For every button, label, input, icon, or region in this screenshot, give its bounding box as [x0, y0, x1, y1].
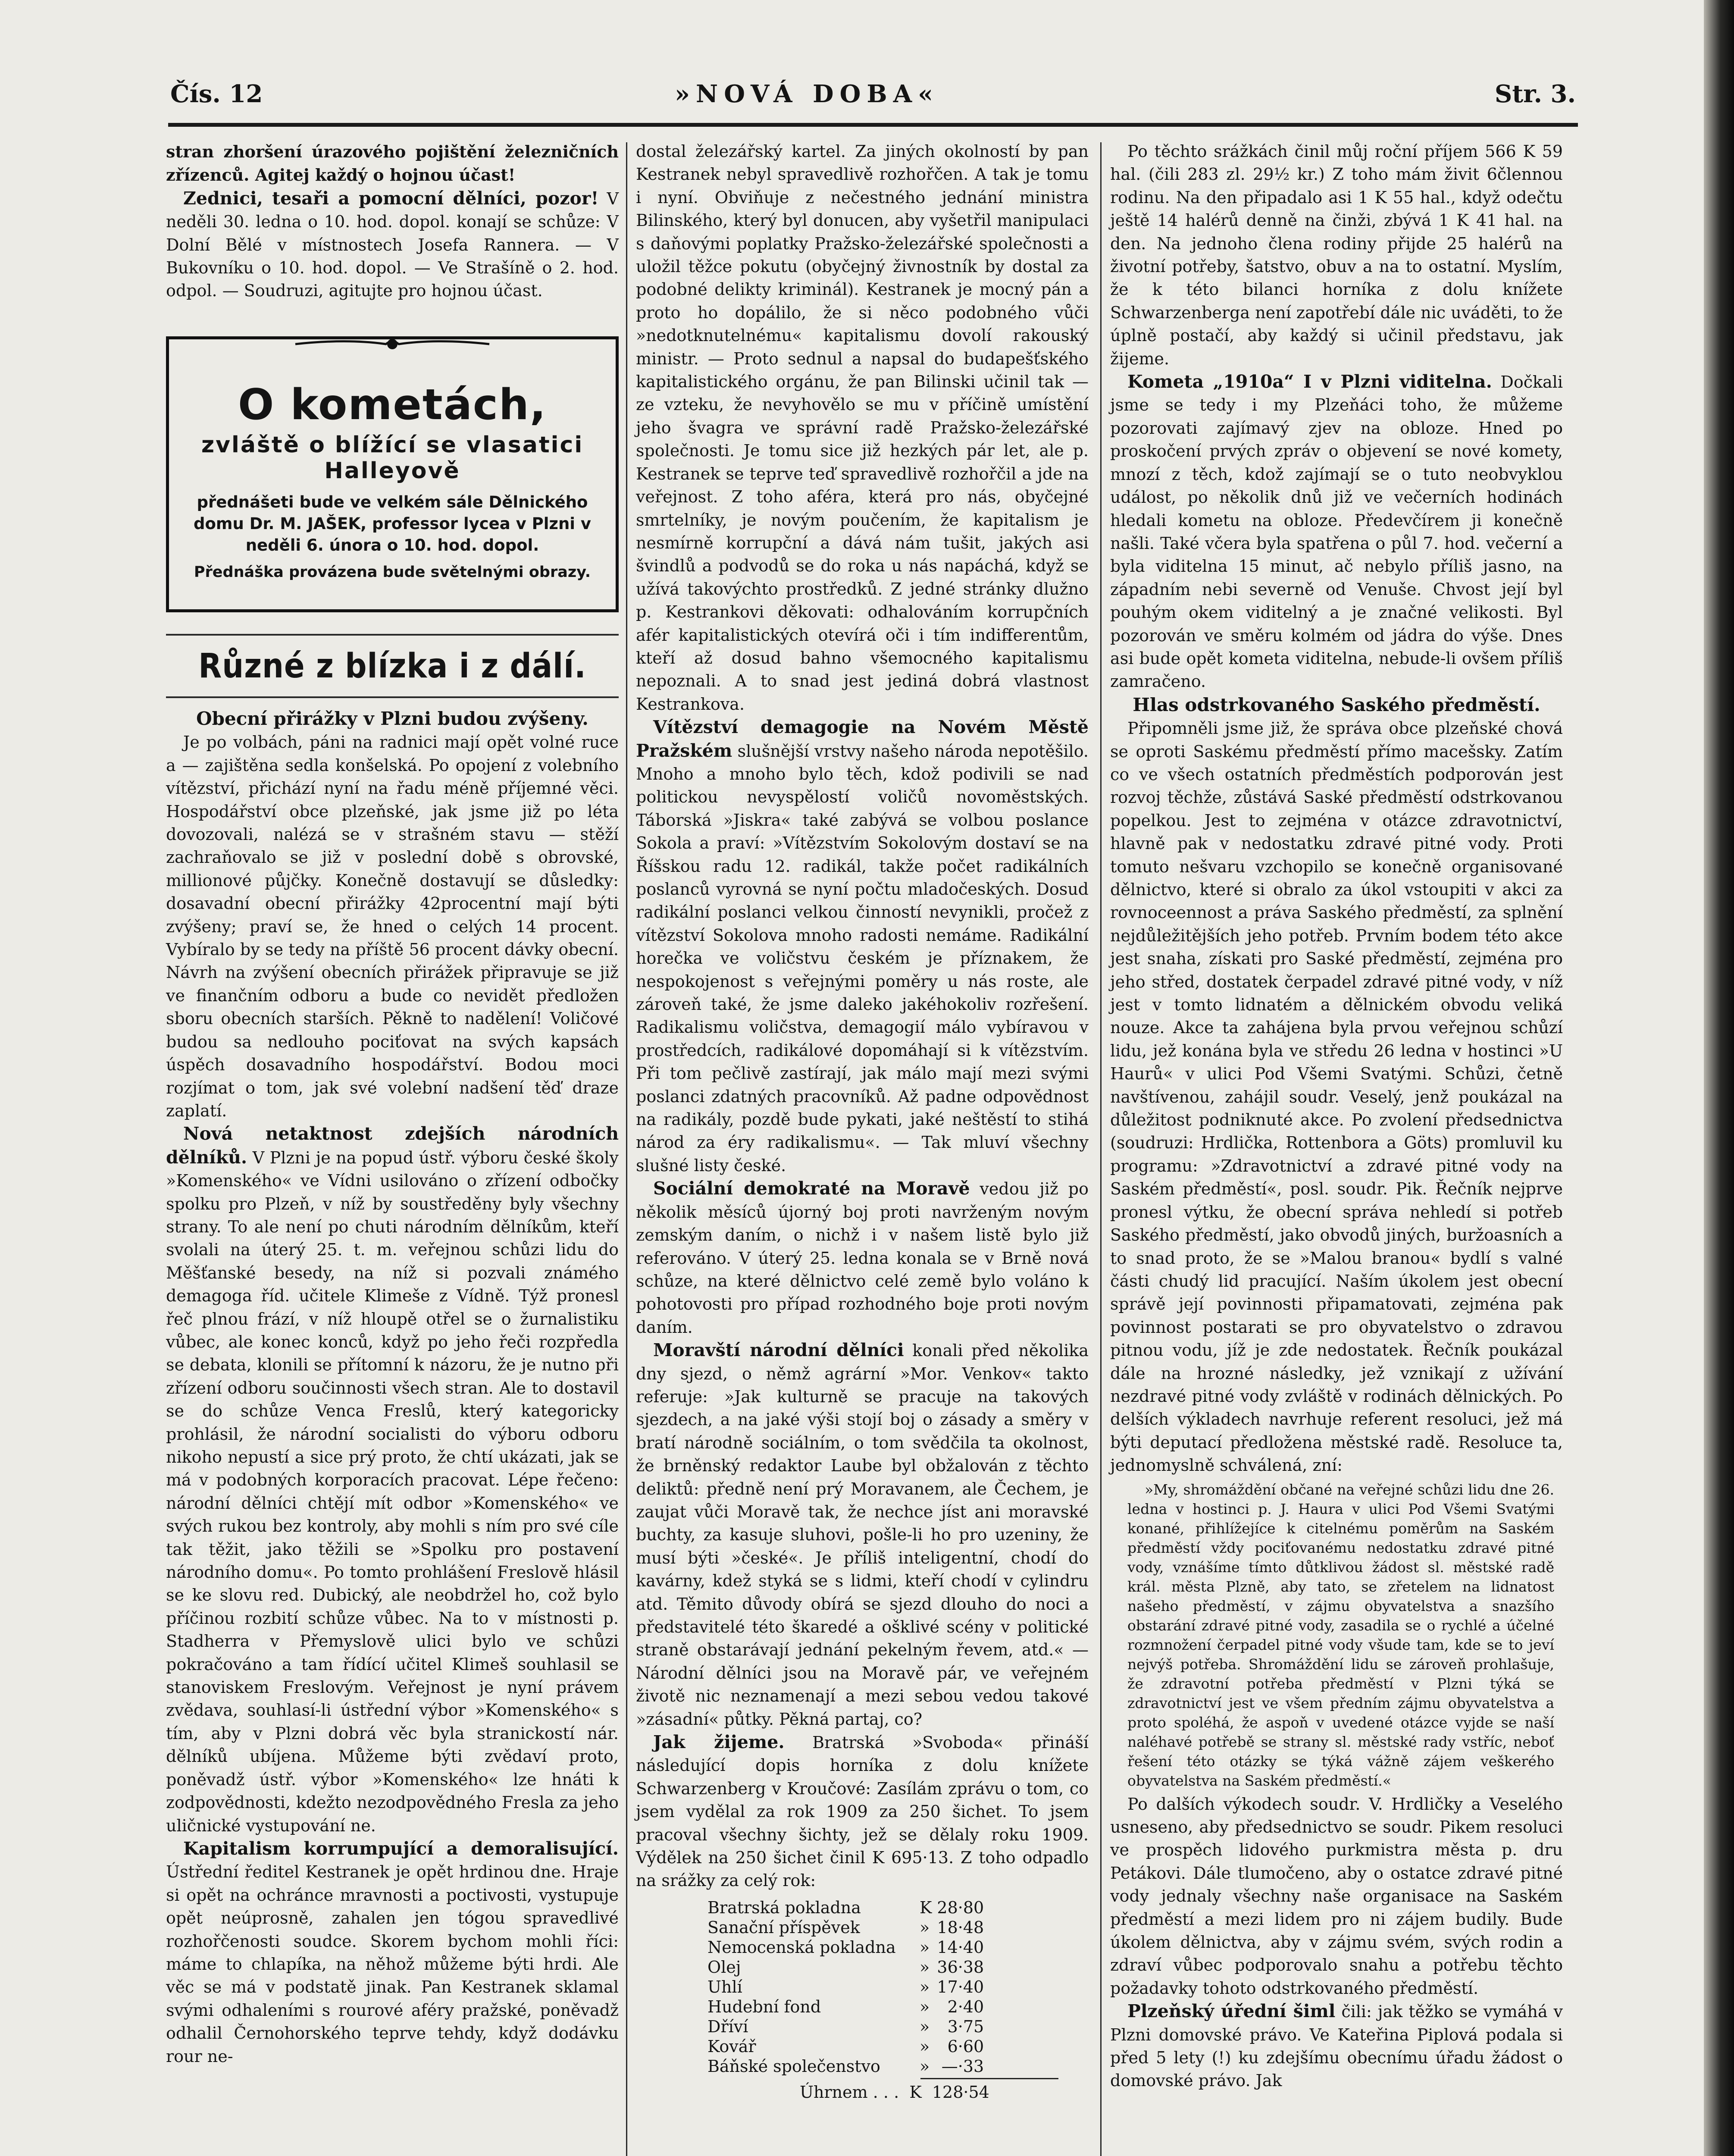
article: [1110, 2000, 1563, 2093]
article: [636, 1339, 1089, 1731]
page-header: [170, 80, 1576, 116]
article-text: konali před několika dny sjezd, o němž agrární »Mor. Venkov« takto referuje: »Jak kulturně se pracuje na takových sjezdech, a na jaké výši stojí boj o zásady a směry v bratí národně sociálním, o tom svědčila ta okolnost, že brněnský redaktor Laube byl obžalován z těchto deliktů: předně není prý Moravanem, ale Čechem, je zaujat vůči Moravě tak, že nechce jíst ani moravské buchty, za kasuje sluhovi, pošle-li ho pro uzeniny, že musí býti »české«. Je příliš inteligentní, chodí do kavárny, kdež styká se s lidmi, kteří chodí v cylindru atd. Těmito důvody obírá se sjezd dlouho do noci a představitelé této škaredé a ošklivé scény v politické straně obstarávají jednání pekelným řevem, atd.« — Národní dělníci jsou na Moravě pár, ve veřejném životě nic neznamenají a mezi sebou vedou takové »zásadní« půtky. Pěkná partaj, co?: [636, 1341, 1089, 1729]
article-text: vedou již po několik měsíců újorný boj proti navrženým novým zemským daním, o nichž i v našem listě bylo již referováno. V úterý 25. ledna konala se v Brně nová schůze, na které dělnictvo celé země bylo voláno k pohotovosti pro případ rozhodného boje proti novým daním.: [636, 1179, 1089, 1337]
sum-rule: [920, 2078, 1058, 2079]
deduction-amount: 28·80: [937, 1898, 984, 1917]
deduction-unit: »: [920, 2017, 930, 2036]
deduction-row: [705, 1898, 986, 1918]
deduction-item: Hudební fond: [707, 1997, 821, 2016]
article: [636, 1177, 1089, 1339]
article-text: Po dalších výkodech soudr. V. Hrdličky a Veselého usneseno, aby předsednictvo se soudr. Pikem resoluci ve prospěch lidového purkmistra města p. dru Petákovi. Dále tlumočeno, aby o ostatce zdravé pitné vody jednaly všechny naše organisace na Saském předměstí a mezi lidem pro ni zájem budily. Bude úkolem dělnictva, aby v zájmu svém, svých rodin a zdraví vůbec podporovalo snahu a potřebu těchto požadavky tohoto odstrkovaného předměstí.: [1110, 1794, 1563, 1998]
article-headline: Kometa „1910a“ I v Plzni viditelna.: [1127, 371, 1492, 392]
deduction-row: [705, 2056, 986, 2076]
article-text: Dočkali jsme se tedy i my Plzeňáci toho, že můžeme pozorovati zajímavý zjev na obloze. Hned po proskočení prvých zpráv o objevení se nové komety, mnozí z těch, kdož zajímají se o tuto neobvyklou událost, po několik dnů již ve večerních hodinách hledali kometu na obloze. Předevčírem ji konečně našli. Také včera byla spatřena o půl 7. hod. večerní a byla viditelna 15 minut, ač nebylo příliš jasno, na západním nebi severně od Venuše. Chvost její byl pouhým okem viditelný a je značné velikosti. Byl pozorován ve směru kolmém od jádra do výše. Dnes asi bude opět kometa viditelna, nebude-li ovšem příliš zamračeno.: [1110, 373, 1563, 691]
deductions-total: Úhrnem . . . K 128·54: [800, 2082, 989, 2102]
deduction-item: Uhlí: [707, 1977, 742, 1996]
deduction-amount: 3·75: [947, 2017, 984, 2036]
ornament-icon: [166, 336, 619, 354]
article-text: Bratrská »Svoboda« přináší následující dopis horníka z dolu knížete Schwarzenberg v Kroučové: Zasílám zprávu o tom, co jsem vydělal za rok 1909 za 250 šichet. To jsem pracoval všechny šichty, jež se dělaly roku 1909. Výdělek na 250 šichet činil K 695·13. Z toho odpadlo na srážky za celý rok:: [636, 1733, 1089, 1890]
article-headline: Moravští národní dělníci: [653, 1340, 904, 1361]
deduction-item: Kovář: [707, 2037, 756, 2056]
article-headline: Hlas odstrkovaného Saského předměstí.: [1133, 694, 1540, 715]
deduction-item: Bratrská pokladna: [707, 1898, 861, 1917]
deduction-unit: K: [920, 1898, 932, 1917]
deduction-row: [705, 1997, 986, 2017]
deduction-amount: 2·40: [947, 1997, 984, 2016]
article-text: Ústřední ředitel Kestranek je opět hrdinou dne. Hraje si opět na ochránce mravnosti a poctivosti, vystupuje opět neúprosně, zahalen jen tógou spravedlivé rozhořčenosti soudce. Skorem bychom mohli říci: máme to chlapíka, na něhož můžeme býti hrdi. Ale věc se má v podstatě jinak. Pan Kestranek sklamal svými odhaleními s rourové aféry pražské, poněvadž odhalil Černohorského teprve tehdy, když dodávku rour ne-: [166, 1862, 619, 2066]
column-divider: [1100, 142, 1102, 2156]
deduction-row: [705, 1957, 986, 1977]
article: [166, 1837, 619, 2068]
column-3: [1110, 140, 1563, 2093]
deduction-unit: »: [920, 1997, 930, 2016]
article: [1110, 370, 1563, 693]
deduction-amount: 36·38: [937, 1957, 984, 1977]
deduction-row: [705, 1977, 986, 1997]
article-text: stran zhoršení úrazového pojištění železničních zřízenců. Agitej každý o hojnou účast!: [166, 142, 619, 185]
article-text: čili: jak těžko se vymáhá v Plzni domovské právo. Ve Kateřina Piplová podala si před 5 lety (!) ku zdejšímu obecnímu úřadu žádost o domovské právo. Jak: [1110, 2002, 1563, 2090]
deduction-row: [705, 2017, 986, 2037]
deduction-row: [705, 1918, 986, 1937]
deduction-row: [705, 2037, 986, 2056]
article-text: Připomněli jsme již, že správa obce plzeňské chová se oproti Saskému předměstí přímo macešsky. Zatím co ve všech ostatních předměstích podporován jest rozvoj těchže, zůstává Saské předměstí odstrkovanou popelkou. Jest to zejména v otázce zdravotnictví, hlavně pak v nedostatku zdravé pitné vody. Proti tomuto nešvaru vzchopilo se konečně organisované dělnictvo, které si obralo za úkol vstoupiti v akci za rovnoceennost a práva Saského předměstí, za splnění nejdůležitějších jeho potřeb. Prvním bodem této akce jest snaha, získati pro Saské předměstí, zejména pro jeho střed, dostatek čerpadel zdravé pitné vody, v níž jest v tomto lidnatém a dělnickém obvodu veliká nouze. Akce ta zahájena byla prvou veřejnou schůzí lidu, jež konána byla ve středu 26 ledna v hostinci »U Haurů« v ulici Pod Všemi Svatými. Schůzi, četně navštívenou, zahájil soudr. Veselý, jenž poukázal na důležitost podniknuté akce. Po zvolení předsednictva (soudruzi: Hrdlička, Rottenbora a Göts) promluvil ku programu: »Zdravotnictví a zdravé pitné vody na Saském předměstí«, posl. soudr. Pik. Řečník nejprve pronesl výtku, že obecní správa nehledí si potřeb Saského předměstí, jako obvodů jiných, buržoasních a to snad proto, že se »Malou branou« bydlí s valné části chudý lid pracující. Naším úkolem jest obecní správě její povinnosti připamatovati, zejména pak povinnost postarati se pro obyvatelstvo o zdravou pitnou vodu, jíž je zde nedostatek. Řečník poukázal dále na hrozné následky, jež vznikají z užívání nezdravé pitné vody zvláště v rodinách dělnických. Po delších výkladech navrhuje referent resoluci, jež má býti deputací předložena městské radě. Resoluce ta, jednomyslně schválená, zní:: [1110, 719, 1563, 1475]
article-headline: Obecní přirážky v Plzni budou zvýšeny.: [196, 708, 588, 729]
deduction-amount: 6·60: [947, 2037, 984, 2056]
deduction-unit: »: [920, 1977, 930, 1996]
newspaper-title: »NOVÁ DOBA«: [675, 80, 939, 108]
column-2: [636, 140, 1089, 2104]
deduction-unit: »: [920, 1957, 930, 1977]
column-1: [166, 140, 619, 303]
article: [636, 716, 1089, 1177]
deduction-amount: 17·40: [937, 1977, 984, 1996]
article-text: slušnější vrstvy našeho národa nepotěšilo. Mnoho a mnoho bylo těch, kdož podivili se nad politickou nevyspělostí voličů novoměstských. Táborská »Jiskra« také zabývá se volbou poslance Sokola a praví: »Vítězstvím Sokolovým dostaví se na Říšskou radu 12. radikál, takže počet radikálních poslanců vyrovná se nyní počtu mladočeských. Dosud radikální poslanci velkou činností nevynikli, pročež z vítězství Sokolova mnoho radosti nemáme. Radikální horečka ve voličstvu českém je příznakem, že nespokojenost s veřejnými poměry u nás roste, ale zároveň také, že jsme daleko jakéhokoliv rozřešení. Radikalismu voličstva, demagogií málo vybíravou v prostředcích, radikálové dopomáhají si k vítězstvím. Při tom pečlivě zastírají, jak málo mají mezi svými poslanci zdatných pracovníků. Až padne odpovědnost na radikály, pozdě bude pykati, jaké neštěstí to stihá národ za éry radikalismu«. — Tak mluví všechny slušné listy české.: [636, 741, 1089, 1175]
article: [636, 1731, 1089, 1893]
article-text: Je po volbách, páni na radnici mají opět volné ruce a — zajištěna sedla konšelská. Po opojení z volebního vítězství, přichází nyní na řadu méně příjemné věci. Hospodářství obce plzeňské, jak jsme již po léta dovozovali, nalézá se v strašném stavu — stěží zachraňovalo se již v poslední době s obrovské, millionové půjčky. Konečně dostavují se důsledky: dosavadní obecní přirážky 42procentní mají býti zvýšeny; praví se, že hned o celých 14 procent. Vybíralo by se tedy na příště 56 procent dávky obecní. Návrh na zvýšení obecních přirážek připravuje se již ve finančním odboru a bude co nevidět předložen sboru obecních starších. Pěkně to nadělení! Voličové budou sa nedlouho pociťovat na svých kapsách úspěch dosavadního hospodářství. Bodou moci rozjímat o tom, jak své volební nadšení těď draze zaplatí.: [166, 733, 619, 1120]
article-text: V Plzni je na popud ústř. výboru české školy »Komenského« ve Vídni usilováno o zřízení odbočky spolku pro Plzeň, v níž by soustředěny byly všechny strany. To ale není po chuti národním dělníkům, kteří svolali na úterý 25. t. m. veřejnou schůzi lidu do Měšťanské besedy, na níž si pozvali známého demagoga říd. učitele Klimeše z Vídně. Týž pronesl řeč plnou frází, v níž hloupě otřel se o žurnalistiku vůbec, ale konec konců, když po jeho řeči rozpředla se debata, klonili se přítomní k názoru, že je nutno při zřízení odboru součinnosti všech stran. Ale to dostavil se do schůze Venca Freslů, který kategoricky prohlásil, že národní socialisti do výboru odboru nikoho nepustí a sice prý proto, že chtí ukázati, jak se má v podobných korporacích pracovat. Lépe řečeno: národní dělníci chtějí mít odbor »Komenského« ve svých rukou bez kontroly, aby mohli s ním pro své cíle tak těžit, jako těžili se »Spolku pro postavení národního domu«. Po tomto prohlášení Freslově hlásil se ke slovu red. Dubický, ale neobdržel ho, což bylo příčinou rozbití schůze vůbec. Na to v místnosti p. Stadherra v Přemyslově ulici bylo ve schůzi pokračováno a tam řídící učitel Klimeš souhlasil se stanoviskem Freslovým. Veřejnost je nyní právem zvědava, souhlasí-li ústřední výbor »Komenského« s tím, aby v Plzni dobrá věc byla stranickostí nár. dělníků ubíjena. Můžeme býti zvědaví proto, poněvadž ústř. výbor »Komenského« lze hnáti k zodpovědnosti, kdežto nezodpovědného Fresla za jeho uličnické vystupování ne.: [166, 1148, 619, 1835]
deduction-unit: »: [920, 2056, 930, 2076]
deduction-amount: 14·40: [937, 1937, 984, 1957]
page-number: Str. 3.: [1494, 80, 1576, 108]
ad-body: přednášeti bude ve velkém sále Dělnického domu Dr. M. JAŠEK, professor lycea v Plzni v neděli 6. února o 10. hod. dopol.: [194, 493, 591, 555]
article-headline: Nová netaktnost zdejších národních dělníků.: [166, 1123, 619, 1168]
deduction-item: Sanační příspěvek: [707, 1918, 860, 1937]
notice-title: Zednici, tesaři a pomocní dělníci, pozor!: [183, 188, 599, 209]
deduction-row: [705, 1937, 986, 1957]
article-headline: Vítězství demagogie na Novém Městě Pražském: [636, 717, 1089, 761]
article-text: dostal železářský kartel. Za jiných okolností by pan Kestranek nebyl spravedlivě rozhořčen. A tak je tomu i nyní. Obviňuje z nečestného jednání ministra Bilinského, který byl donucen, aby vyšetřil manipulaci s daňovými poplatky Pražsko-železářské společnosti a uložil těžce pokutu (obyčejný živnostník by dostal za podobné delikty kriminál). Kestranek je mocný pán a proto ho dopálilo, že si něco podobného vůči »nedotknutelnému« kapitalismu dovolí rakouský ministr. — Proto sednul a napsal do budapešťského kapitalistického orgánu, že pan Bilinski učinil tak — ze vzteku, že nevyhovělo se mu v příčině umístění jeho švagra ve správní radě Pražsko-železářské společnosti. Je tomu sice již hezkých pár let, ale p. Kestranek se teprve teď spravedlivě rozhořčil a jde na veřejnost. Z toho aféra, která pro nás, obyčejné smrtelníky, je novým poučením, že kapitalism je nesmírně korrupční a dává nám tušit, jakých asi švindlů a podvodů se do roka u nás napáchá, když se užívá takovýchto prostředků. Z jedné stránky dlužno p. Kestrankovi děkovati: odhalováním korrupčních afér kapitalistických otevírá oči i tím indifferentům, kteří až dosud bahno všemocného kapitalismu nepoznali. A to snad jest jediná dobrá vlastnost Kestrankova.: [636, 142, 1089, 714]
deduction-unit: »: [920, 1937, 930, 1957]
notice: [166, 187, 619, 303]
ad-title: O kometách,: [238, 380, 547, 429]
deduction-item: Báňské společenstvo: [707, 2056, 880, 2076]
column-divider: [626, 142, 627, 2156]
deduction-amount: —·33: [941, 2056, 984, 2076]
deductions-table: [705, 1898, 986, 2076]
deduction-amount: 18·48: [937, 1918, 984, 1937]
deduction-unit: »: [920, 1918, 930, 1937]
article-text: Po těchto srážkách činil můj roční příjem 566 K 59 hal. (čili 283 zl. 29½ kr.) Z toho mám živit 6člennou rodinu. Na den připadalo asi 1 K 55 hal., když odečtu ještě 14 halérů denně na činži, zbývá 1 K 41 hal. na den. Na jednoho člena rodiny přijde 25 halérů na životní potřeby, šatstvo, obuv a na to ostatní. Myslím, že k této bilanci horníka z dolu knížete Schwarzenberga není zapotřebí dále nic uváděti, to že úplně postačí, aby každý si učinil představu, jak žijeme.: [1110, 142, 1563, 368]
lecture-advertisement: [166, 336, 619, 612]
section-rule: [166, 634, 619, 636]
article: [166, 1122, 619, 1837]
article-headline: Jak žijeme.: [653, 1732, 785, 1753]
ad-subtitle: zvláště o blížící se vlasatici Halleyově: [201, 432, 584, 484]
article-headline: Kapitalism korrumpující a demoralisující.: [183, 1838, 619, 1859]
deduction-item: Olej: [707, 1957, 741, 1977]
page-binding-edge: [1704, 0, 1734, 2156]
ad-note: Přednáška provázena bude světelnými obrazy.: [194, 564, 591, 581]
header-rule: [168, 123, 1578, 127]
section-title: Různé z blízka i z dálí.: [198, 647, 586, 686]
column-1-body: [166, 707, 619, 2068]
deduction-item: Nemocenská pokladna: [707, 1937, 896, 1957]
deduction-item: Dříví: [707, 2017, 748, 2036]
resolution-quote: »My, shromáždění občané na veřejné schůzi lidu dne 26. ledna v hostinci p. J. Haura v ulici Pod Všemi Svatými konané, přihlížejíce k citelnému poměrům na Saském předměstí vždy pociťovanému nedostatku zdravé pitné vody, vznášíme tímto důtklivou žádost sl. městské radě král. města Plzně, aby tato, se zřetelem na lidnatost našeho předměstí, v zájmu obyvatelstva a snazšího obstarání zdravé pitné vody, zasadila se o rychlé a účelné rozmnožení čerpadel pitné vody všude tam, kde se to jeví nejvýš potřeba. Shromáždění lidu se zároveň prohlašuje, že zdravotní potřeba předměstí v Plzni týká se zdravotnictví jest ve všem předním zájmu obyvatelstva a proto spoléhá, že aspoň v uvedené otázce vyjde se naší naléhavé potřebě se strany sl. městské rady vstříc, neboť řešení této otázky se týká vážně zájem veškerého obyvatelstva na Saském předměstí.«: [1127, 1481, 1554, 1789]
article-headline: Sociální demokraté na Moravě: [653, 1178, 970, 1199]
article-headline: Plzeňský úřední šiml: [1127, 2001, 1336, 2022]
issue-number: Čís. 12: [170, 80, 263, 108]
section-rule: [166, 696, 619, 698]
notice-text: V neděli 30. ledna o 10. hod. dopol. konají se schůze: V Dolní Bělé v místnostech Josefa Rannera. — V Bukovníku o 10. hod. dopol. — Ve Strašíně o 2. hod. odpol. — Soudruzi, agitujte pro hojnou účast.: [166, 189, 619, 301]
deduction-unit: »: [920, 2037, 930, 2056]
